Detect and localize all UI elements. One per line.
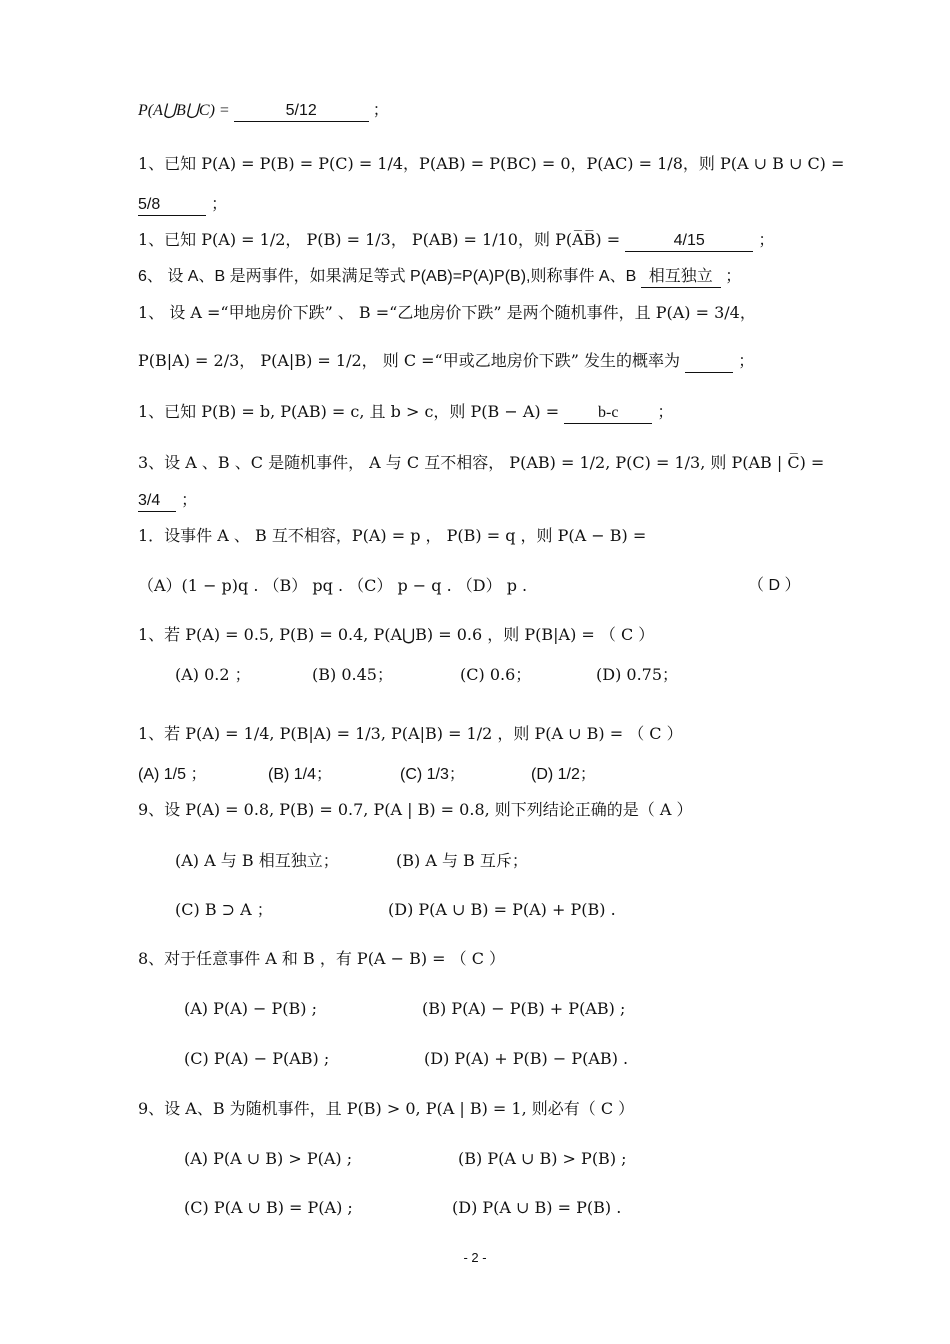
option-a: (A) A 与 B 相互独立； bbox=[175, 851, 339, 870]
option-b: (B) P(A) − P(B) + P(AB) ; bbox=[422, 999, 626, 1018]
question-text: 1、已知 P(A) = P(B) = P(C) = 1/4，P(AB) = P(BC) = 0，P(AC) = 1/8，则 P(A ∪ B ∪ C) = bbox=[138, 154, 845, 173]
question-text: P(B|A) = 2/3， P(A|B) = 1/2， 则 C =“甲或乙地房价下跌” 发生的概率为 bbox=[138, 351, 681, 370]
question-text: 1、若 P(A) = 0.5, P(B) = 0.4, P(A⋃B) = 0.6 ，则 P(B|A) = （ C ） bbox=[138, 625, 655, 644]
answer-blank: 3/4 bbox=[138, 491, 176, 512]
question-text: 1．设事件 A 、 B 互不相容，P(A) = p ， P(B) = q ，则 P(A − B) = bbox=[138, 526, 647, 545]
line-q11 bbox=[138, 948, 505, 970]
option-b: (B) A 与 B 互斥； bbox=[396, 851, 528, 870]
line-q10 bbox=[138, 799, 693, 821]
options-text: （A）(1 − p)q . （B） pq . （C） p − q . （D） p . bbox=[138, 576, 528, 595]
page-number: - 2 - bbox=[463, 1250, 487, 1265]
option-b: (B) P(A ∪ B) > P(B) ; bbox=[458, 1149, 627, 1168]
line-q6 bbox=[138, 452, 824, 474]
answer-blank bbox=[685, 352, 733, 373]
answer-blank: 相互独立 bbox=[641, 267, 721, 288]
question-text: 1、 设 A =“甲地房价下跌” 、 B =“乙地房价下跌” 是两个随机事件，且 P(A) = 3/4， bbox=[138, 303, 756, 322]
option-d: (D) P(A ∪ B) = P(B) . bbox=[452, 1198, 622, 1217]
math-text: P(A⋃B⋃C) = bbox=[138, 102, 230, 119]
option-c: (C) P(A) − P(AB) ; bbox=[184, 1049, 330, 1068]
option-a: (A) 1/5 ； bbox=[138, 766, 207, 783]
line-q4-cont bbox=[138, 350, 754, 373]
option-b: (B) 0.45； bbox=[312, 665, 393, 684]
line-q1 bbox=[138, 153, 844, 175]
option-a: (A) P(A) − P(B) ; bbox=[184, 999, 317, 1018]
line-p-union bbox=[138, 100, 389, 122]
line-q8 bbox=[138, 624, 654, 646]
question-text: 1、已知 P(B) = b, P(AB) = c, 且 b > c，则 P(B − A) = bbox=[138, 402, 560, 421]
option-d: (D) 1/2； bbox=[531, 766, 596, 783]
question-text: 9、设 A、B 为随机事件，且 P(B) > 0, P(A | B) = 1, 则必有（ C ） bbox=[138, 1099, 635, 1118]
answer-text: （ D ） bbox=[748, 577, 801, 594]
option-d: (D) P(A ∪ B) = P(A) + P(B) . bbox=[388, 900, 616, 919]
punct: ； bbox=[372, 102, 389, 119]
line-q6-answer bbox=[138, 489, 197, 512]
line-q7-answer bbox=[748, 575, 800, 597]
punct: ； bbox=[657, 402, 674, 421]
punct: ； bbox=[738, 351, 755, 370]
question-text: 1、已知 P(A) = 1/2， P(B) = 1/3， P(AB) = 1/10，则 P(A̅B̅) = bbox=[138, 230, 621, 249]
punct: ； bbox=[725, 268, 742, 285]
option-c: (C) B ⊃ A ； bbox=[175, 900, 273, 919]
punct: ； bbox=[211, 194, 228, 213]
line-q9 bbox=[138, 723, 683, 745]
option-d: (D) 0.75； bbox=[596, 665, 679, 684]
option-c: (C) 0.6； bbox=[460, 665, 532, 684]
question-text: 1、若 P(A) = 1/4, P(B|A) = 1/3, P(A|B) = 1/2 ，则 P(A ∪ B) = （ C ） bbox=[138, 724, 683, 743]
line-q2 bbox=[138, 229, 774, 252]
line-q1-answer bbox=[138, 193, 227, 216]
option-a: (A) 0.2 ； bbox=[175, 665, 251, 684]
question-text: 3、设 A 、B 、C 是随机事件， A 与 C 互不相容， P(AB) = 1/2, P(C) = 1/3, 则 P(AB | C̅) = bbox=[138, 453, 825, 472]
line-q5 bbox=[138, 401, 673, 424]
option-c: (C) 1/3； bbox=[400, 766, 465, 783]
answer-blank: 5/12 bbox=[234, 101, 369, 122]
question-text: 6、 设 A、B 是两事件，如果满足等式 P(AB)=P(A)P(B),则称事件 A、B bbox=[138, 268, 637, 285]
line-q7-options bbox=[138, 575, 527, 597]
option-c: (C) P(A ∪ B) = P(A) ; bbox=[184, 1198, 353, 1217]
option-a: (A) P(A ∪ B) > P(A) ; bbox=[184, 1149, 353, 1168]
answer-blank: 4/15 bbox=[625, 231, 753, 252]
question-text: 9、设 P(A) = 0.8, P(B) = 0.7, P(A | B) = 0.8, 则下列结论正确的是（ A ） bbox=[138, 800, 693, 819]
option-b: (B) 1/4； bbox=[268, 766, 333, 783]
punct: ； bbox=[758, 230, 775, 249]
answer-blank: 5/8 bbox=[138, 195, 206, 216]
line-q12 bbox=[138, 1098, 634, 1120]
line-q4 bbox=[138, 302, 756, 324]
line-q3 bbox=[138, 266, 741, 288]
punct: ； bbox=[181, 490, 198, 509]
answer-blank: b-c bbox=[564, 403, 652, 424]
option-d: (D) P(A) + P(B) − P(AB) . bbox=[424, 1049, 629, 1068]
question-text: 8、对于任意事件 A 和 B ，有 P(A − B) = （ C ） bbox=[138, 949, 506, 968]
line-q7 bbox=[138, 525, 646, 547]
